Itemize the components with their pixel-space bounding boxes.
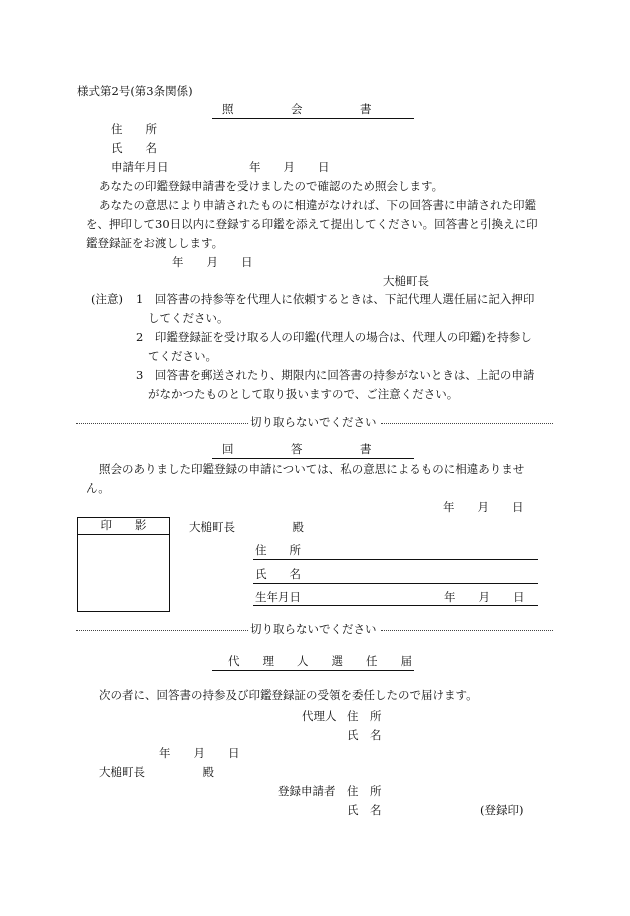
inquiry-title: 照 会 書 xyxy=(222,102,372,116)
inquiry-address-label: 住 所 xyxy=(111,122,157,136)
note-2-line-2: てください。 xyxy=(148,349,217,363)
note-1-line-1: 1 回答書の持参等を代理人に依頼するときは、下記代理人選任届に記入押印 xyxy=(136,292,535,306)
inquiry-paragraph-2-line-3: 鑑登録証をお渡しします。 xyxy=(86,236,224,250)
seal-box-header-divider xyxy=(77,534,170,535)
application-date-line: 申請年月日 年 月 日 xyxy=(111,160,330,174)
note-3-line-1: 3 回答書を郵送されたり、期限内に回答書の持参がないときは、上記の申請 xyxy=(136,368,535,382)
answer-title: 回 答 書 xyxy=(222,442,372,456)
answer-address-label: 住 所 xyxy=(255,543,301,557)
applicant-address-label: 住 所 xyxy=(347,784,382,798)
inquiry-paragraph-2-line-2: を、押印して30日以内に登録する印鑑を添えて提出してください。回答書と引換えに印 xyxy=(86,217,538,231)
applicant-name-label: 氏 名 xyxy=(347,803,382,817)
seal-impression-label: 印 影 xyxy=(100,518,147,532)
cut-line-right-2 xyxy=(381,630,553,631)
proxy-addressee: 大槌町長 殿 xyxy=(99,765,214,779)
proxy-title: 代 理 人 選 任 届 xyxy=(228,654,412,668)
registered-seal-note: (登録印) xyxy=(480,803,524,817)
form-number: 様式第2号(第3条関係) xyxy=(77,84,193,98)
inquiry-paragraph-2-line-1: あなたの意思により申請されたものに相違がなければ、下の回答書に申請された印鑑 xyxy=(99,198,536,212)
notes-label: (注意) xyxy=(91,292,123,306)
note-1-line-2: してください。 xyxy=(148,311,229,325)
issue-date: 年 月 日 xyxy=(172,255,253,269)
cut-line-left-2 xyxy=(76,630,248,631)
cut-line-left-1 xyxy=(76,423,248,424)
proxy-label: 代理人 xyxy=(302,709,337,723)
note-3-line-2: がなかつたものとして取り扱いますので、ご注意ください。 xyxy=(148,387,459,401)
answer-title-underline xyxy=(212,458,414,459)
answer-paragraph-line-2: ん。 xyxy=(86,481,110,495)
answer-date: 年 月 日 xyxy=(443,500,524,514)
answer-paragraph-line-1: 照会のありました印鑑登録の申請については、私の意思によるものに相違ありませ xyxy=(99,462,525,476)
proxy-address-label: 住 所 xyxy=(347,709,382,723)
note-2-line-1: 2 印鑑登録証を受け取る人の印鑑(代理人の場合は、代理人の印鑑)を持参し xyxy=(136,330,532,344)
proxy-date: 年 月 日 xyxy=(159,746,240,760)
proxy-name-label: 氏 名 xyxy=(347,728,382,742)
answer-birth-line xyxy=(253,605,538,606)
issuer: 大槌町長 xyxy=(383,274,429,288)
answer-name-line xyxy=(253,583,538,584)
answer-address-line xyxy=(253,559,538,560)
inquiry-paragraph-1: あなたの印鑑登録申請書を受けましたので確認のため照会します。 xyxy=(99,179,444,193)
proxy-title-underline xyxy=(212,670,414,671)
answer-birth-label: 生年月日 xyxy=(255,590,301,604)
answer-birth-date: 年 月 日 xyxy=(444,590,525,604)
applicant-label: 登録申請者 xyxy=(278,784,336,798)
cut-line-right-1 xyxy=(381,423,553,424)
cut-line-text-2: 切り取らないでください xyxy=(250,622,377,636)
proxy-paragraph: 次の者に、回答書の持参及び印鑑登録証の受領を委任したので届けます。 xyxy=(99,688,478,702)
cut-line-text-1: 切り取らないでください xyxy=(250,415,377,429)
inquiry-title-underline xyxy=(212,118,414,119)
answer-addressee: 大槌町長 殿 xyxy=(189,520,304,534)
inquiry-name-label: 氏 名 xyxy=(111,141,157,155)
answer-name-label: 氏 名 xyxy=(255,567,301,581)
